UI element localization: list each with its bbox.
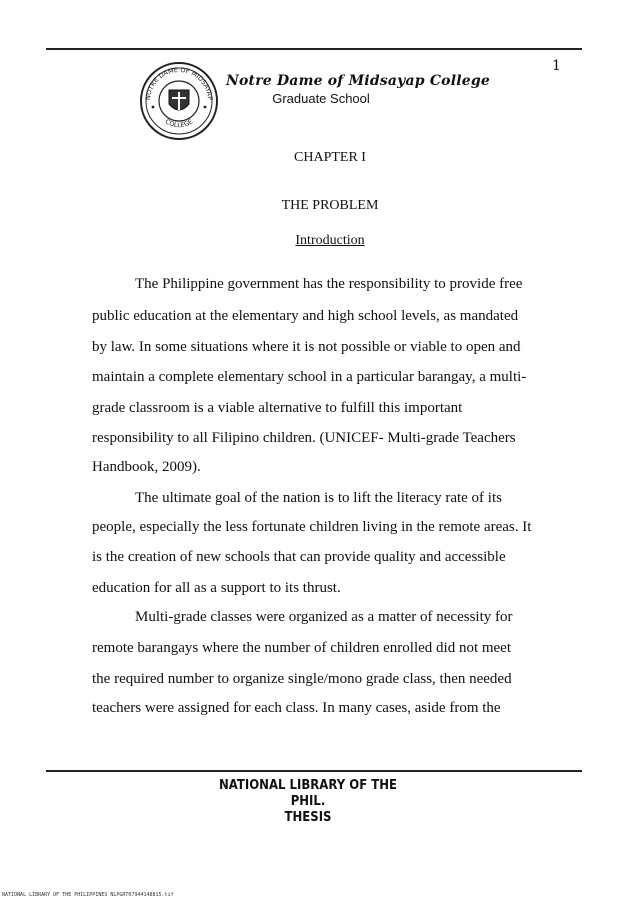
page-number: 1 bbox=[552, 58, 561, 74]
college-name: Notre Dame of Midsayap College bbox=[226, 73, 490, 89]
body-line: the required number to organize single/mono grade class, then needed bbox=[92, 671, 512, 687]
body-line: responsibility to all Filipino children. (UNICEF- Multi-grade Teachers bbox=[92, 430, 516, 446]
body-line: maintain a complete elementary school in a particular barangay, a multi- bbox=[92, 369, 527, 385]
body-line: teachers were assigned for each class. In many cases, aside from the bbox=[92, 700, 501, 716]
seal-text-top: NOTRE DAME OF MIDSAYAP bbox=[143, 65, 215, 101]
body-line: remote barangays where the number of children enrolled did not meet bbox=[92, 640, 512, 656]
body-line: The Philippine government has the responsibility to provide free bbox=[135, 276, 523, 292]
top-rule bbox=[46, 48, 582, 50]
chapter-title: THE PROBLEM bbox=[281, 198, 379, 213]
bottom-rule bbox=[46, 770, 582, 772]
body-line: is the creation of new schools that can provide quality and accessible bbox=[92, 549, 506, 565]
seal-text-bottom: COLLEGE bbox=[163, 117, 195, 130]
body-line: by law. In some situations where it is not possible or viable to open and bbox=[92, 339, 521, 355]
body-line: education for all as a support to its thrust. bbox=[92, 580, 341, 596]
chapter-label: CHAPTER I bbox=[294, 150, 366, 165]
college-seal-icon bbox=[138, 60, 220, 142]
stamp-line-1: NATIONAL LIBRARY OF THE PHIL. bbox=[218, 778, 398, 809]
body-line: grade classroom is a viable alternative to fulfill this important bbox=[92, 400, 463, 416]
body-line: public education at the elementary and high school levels, as mandated bbox=[92, 308, 519, 324]
stamp-line-2: THESIS bbox=[284, 810, 332, 825]
body-line: The ultimate goal of the nation is to lift the literacy rate of its bbox=[135, 490, 502, 506]
school-name: Graduate School bbox=[272, 91, 370, 106]
body-line: Multi-grade classes were organized as a matter of necessity for bbox=[135, 609, 513, 625]
section-title: Introduction bbox=[295, 233, 365, 248]
body-line: people, especially the less fortunate children living in the remote areas. It bbox=[92, 519, 532, 535]
scan-footer-note: NATIONAL LIBRARY OF THE PHILIPPINES NLPGRT07944148815.tif bbox=[2, 892, 174, 898]
body-line: Handbook, 2009). bbox=[92, 459, 201, 475]
library-stamp bbox=[218, 778, 398, 826]
